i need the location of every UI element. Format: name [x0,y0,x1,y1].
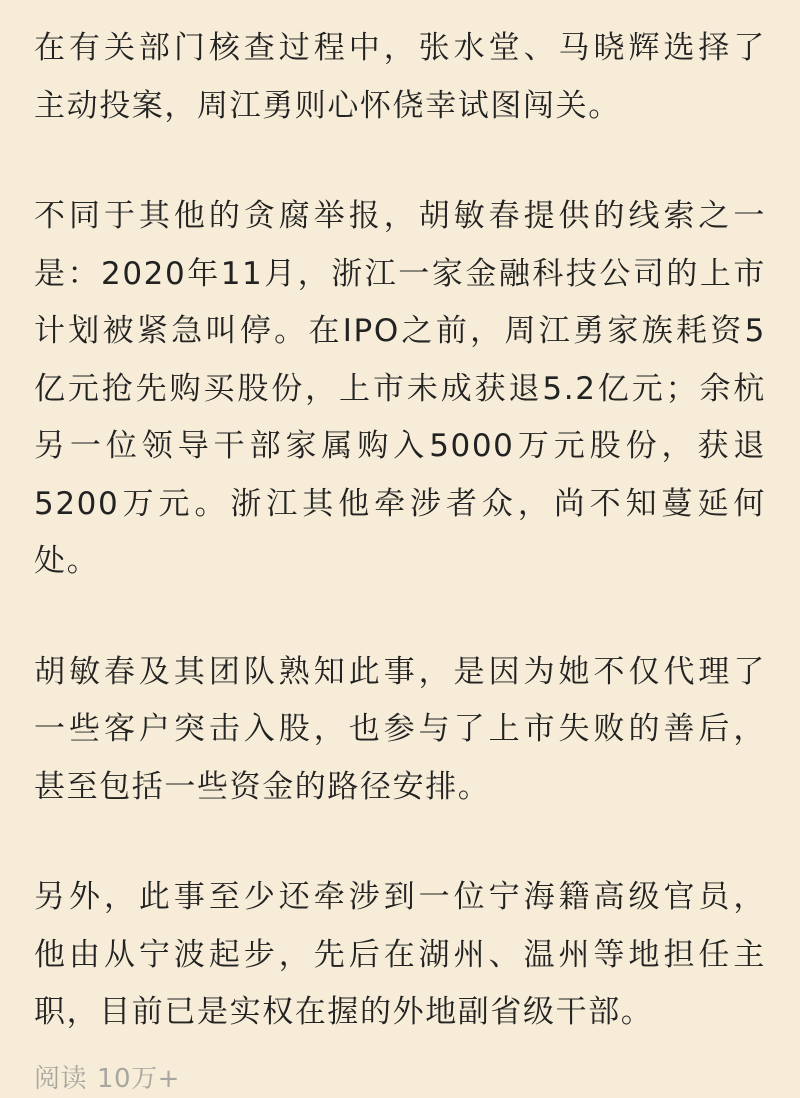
text-line: 一些客户突击入股，也参与了上市失败的善后， [34,711,766,747]
text-line: 另外，此事至少还牵涉到一位宁海籍高级官员， [34,879,766,915]
text-line: 处。 [34,543,100,579]
text-line: 不同于其他的贪腐举报，胡敏春提供的线索之一 [34,198,766,234]
paragraph-4 [34,869,766,1042]
text-line: 另一位领导干部家属购入5000万元股份，获退 [34,428,766,464]
text-line: 是：2020年11月，浙江一家金融科技公司的上市 [34,255,766,292]
paragraph-3 [34,644,766,817]
paragraph-2 [34,188,766,591]
text-line: 主动投案，周江勇则心怀侥幸试图闯关。 [34,87,621,124]
text-line: 5200万元。浙江其他牵涉者众，尚不知蔓延何 [34,485,766,522]
read-count [34,1058,190,1095]
text-line: 胡敏春及其团队熟知此事，是因为她不仅代理了 [34,653,766,690]
text-line: 亿元抢先购买股份，上市未成获退5.2亿元；余杭 [34,370,766,407]
text-line: 甚至包括一些资金的路径安排。 [34,768,491,805]
text-line: 计划被紧急叫停。在IPO之前，周江勇家族耗资5 [34,313,766,349]
text-line: 他由从宁波起步，先后在湖州、温州等地担任主 [34,936,766,973]
paragraph-1 [34,20,766,135]
text-line: 在有关部门核查过程中，张水堂、马晓辉选择了 [34,30,766,66]
text-line: 职，目前已是实权在握的外地副省级干部。 [34,994,654,1030]
read-count-value: 10万+ [97,1064,180,1094]
read-label: 阅读 [34,1064,88,1094]
